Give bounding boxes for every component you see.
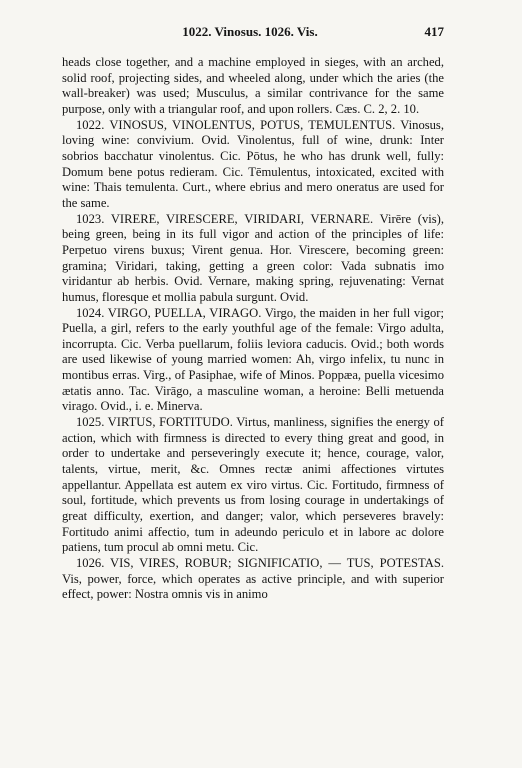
entry-1025: 1025. VIRTUS, FORTITUDO. Virtus, manliness, signifies the energy of action, which with firmness is directed to every thing great and good, in order to undertake and perseveringly execute it; hence, courage, valor, talents, virtue, merit, &c. Omnes rectæ animi affectiones virtutes appellantur. Appellata est autem ex viro virtus. Cic. Fortitudo, firmness of soul, fortitude, which prevents us from losing courage in undertakings of great difficulty, exertion, and danger; valor, which perseveres bravely: Fortitudo animi affectio, tum in adeundo periculo et in labore ac dolore patiens, tum procul ab omni metu. Cic. (62, 415, 444, 555)
entry-1022: 1022. VINOSUS, VINOLENTUS, POTUS, TEMULENTUS. Vinosus, loving wine: convivium. Ovid. Vinolentus, full of wine, drunk: Inter sobrios bacchatur vinolentus. Cic. Pōtus, he who has drunk well, fully: Domum bene potus redieram. Cic. Tēmulentus, intoxicated, excited with wine: Thais temulenta. Curt., where ebrius and mero oneratus are used for the same. (62, 117, 444, 210)
entry-1024: 1024. VIRGO, PUELLA, VIRAGO. Virgo, the maiden in her full vigor; Puella, a girl, refers to the early youthful age of the female: Virgo adulta, incorrupta. Cic. Verba puellarum, foliis leviora caducis. Ovid.; both words are used likewise of young married women: Ah, virgo infelix, tu nunc in montibus erras. Virg., of Pasiphae, wife of Minos. Poppæa, puella vicesimo ætatis anno. Tac. Virāgo, a masculine woman, a heroine: Belli metuenda virago. Ovid., i. e. Minerva. (62, 305, 444, 414)
entry-1026: 1026. VIS, VIRES, ROBUR; SIGNIFICATIO, — TUS, POTESTAS. Vis, power, force, which operates as active principle, and with superior effect, power: Nostra omnis vis in animo (62, 556, 444, 602)
entry-1023: 1023. VIRERE, VIRESCERE, VIRIDARI, VERNARE. Virēre (vis), being green, being in its full vigor and action of the principles of life: Perpetuo virens buxus; Virent genua. Hor. Virescere, becoming green: gramina; Viridari, taking, getting a green color: Vada subnatis imo viridantur ab herbis. Ovid. Vernare, making spring, rejuvenating: Vernat humus, floresque et mollia pabula surgunt. Ovid. (62, 211, 444, 304)
page-number: 417 (424, 24, 444, 39)
paragraph-continuation: heads close together, and a machine employed in sieges, with an arched, solid roof, projecting sides, and wheeled along, under which the aries (the wall-breaker) was used; Musculus, a similar contrivance for the same purpose, only with a triangular roof, and upon rollers. Cæs. C. 2, 2. 10. (62, 55, 444, 116)
running-title: 1022. Vinosus. 1026. Vis. (182, 24, 318, 39)
page-body (62, 55, 444, 603)
